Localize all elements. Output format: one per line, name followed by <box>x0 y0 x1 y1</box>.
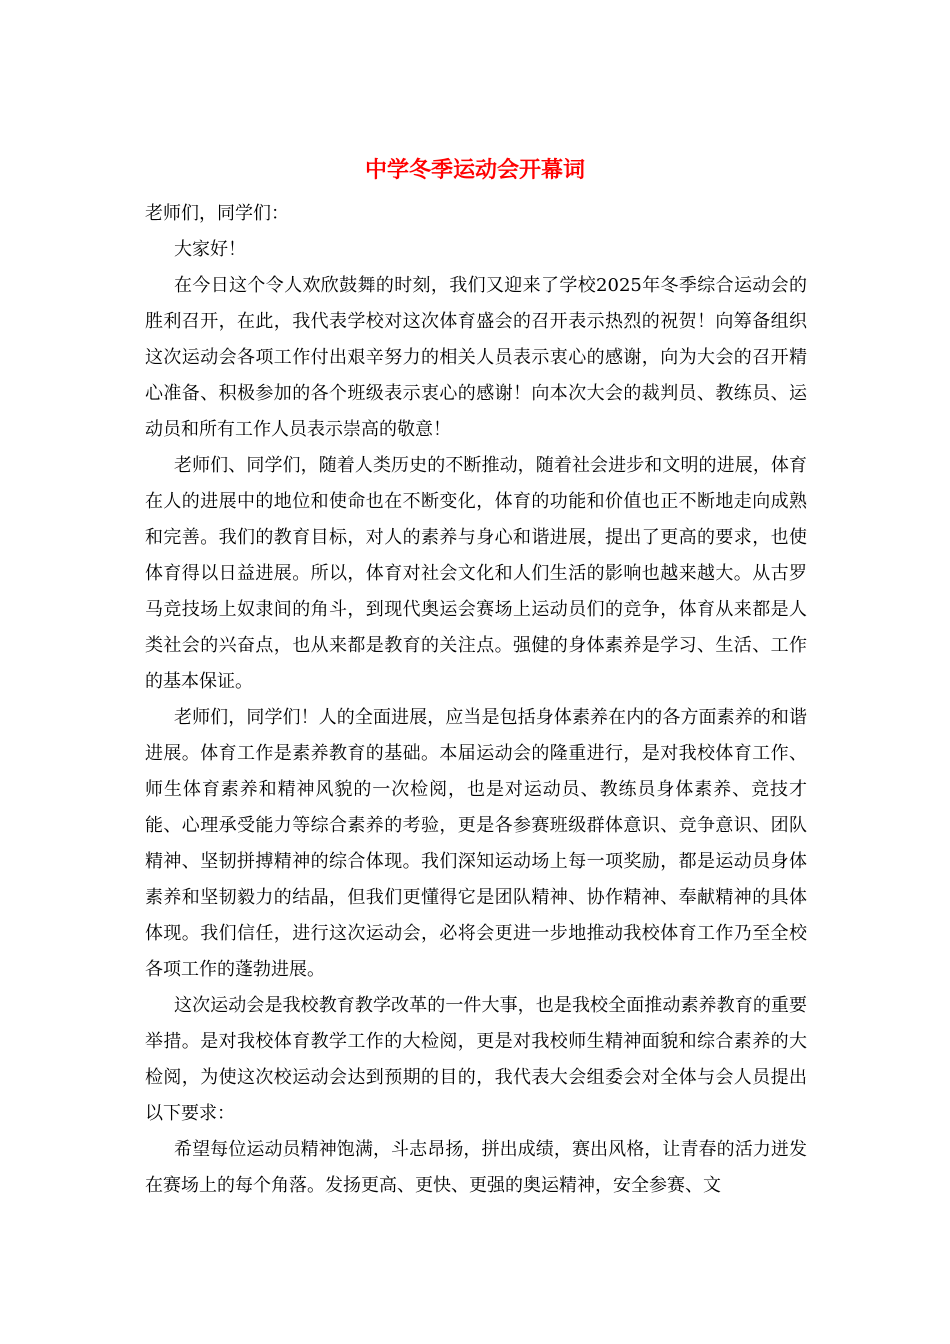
paragraph-role-of-sports: 老师们、同学们，随着人类历史的不断推动，随着社会进步和文明的进展，体育在人的进展中的地位和使命也在不断变化，体育的功能和价值也正不断地走向成熟和完善。我们的教育目标，对人的素养与身心和谐进展，提出了更高的要求，也使体育得以日益进展。所以，体育对社会文化和人们生活的影响也越来越大。从古罗马竞技场上奴隶间的角斗，到现代奥运会赛场上运动员们的竞争，体育从来都是人类社会的兴奋点，也从来都是教育的关注点。强健的身体素养是学习、生活、工作的基本保证。 <box>145 455 807 692</box>
document-title: 中学冬季运动会开幕词 <box>364 157 585 183</box>
document-body <box>145 196 807 1204</box>
paragraph-congratulations: 在今日这个令人欢欣鼓舞的时刻，我们又迎来了学校2025年冬季综合运动会的胜利召开，在此，我代表学校对这次体育盛会的召开表示热烈的祝贺！向筹备组织这次运动会各项工作付出艰辛努力的相关人员表示衷心的感谢，向为大会的召开精心准备、积极参加的各个班级表示衷心的感谢！向本次大会的裁判员、教练员、运动员和所有工作人员表示崇高的敬意！ <box>145 275 807 440</box>
paragraph-all-round-development: 老师们，同学们！人的全面进展，应当是包括身体素养在内的各方面素养的和谐进展。体育工作是素养教育的基础。本届运动会的隆重进行，是对我校体育工作、师生体育素养和精神风貌的一次检阅，也是对运动员、教练员身体素养、竞技才能、心理承受能力等综合素养的考验，更是各参赛班级群体意识、竞争意识、团队精神、坚韧拼搏精神的综合体现。我们深知运动场上每一项奖励，都是运动员身体素养和坚韧毅力的结晶，但我们更懂得它是团队精神、协作精神、奉献精神的具体体现。我们信任，进行这次运动会，必将会更进一步地推动我校体育工作乃至全校各项工作的蓬勃进展。 <box>145 707 807 980</box>
salutation: 老师们，同学们： <box>145 203 289 224</box>
paragraph-athletes: 希望每位运动员精神饱满，斗志昂扬，拼出成绩，赛出风格，让青春的活力迸发在赛场上的每个角落。发扬更高、更快、更强的奥运精神，安全参赛、文 <box>145 1139 807 1196</box>
paragraph-greeting: 大家好！ <box>174 239 246 260</box>
paragraph-requirements: 这次运动会是我校教育教学改革的一件大事，也是我校全面推动素养教育的重要举措。是对我校体育教学工作的大检阅，更是对我校师生精神面貌和综合素养的大检阅，为使这次校运动会达到预期的目的，我代表大会组委会对全体与会人员提出以下要求： <box>145 995 807 1124</box>
